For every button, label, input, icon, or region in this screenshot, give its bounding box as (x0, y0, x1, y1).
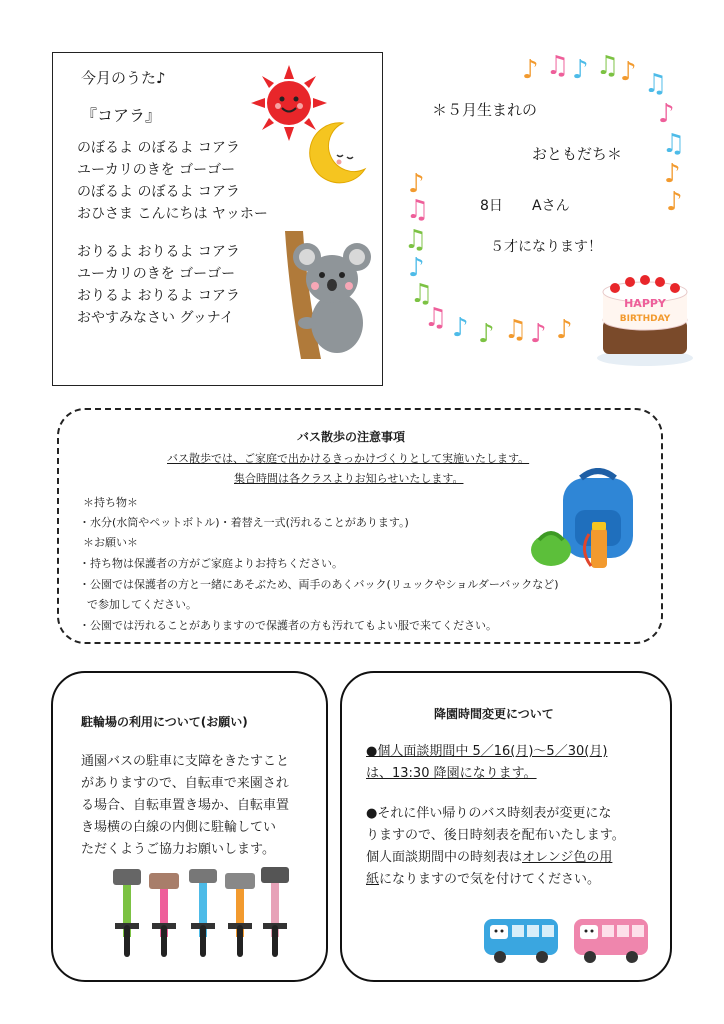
lyric-line: おりるよ おりるよ コアラ (77, 288, 240, 304)
pickup-change-box (340, 671, 672, 982)
buses-icon (482, 915, 652, 965)
requests-heading: ＊お願い＊ (83, 536, 138, 549)
bike-parking-line: ただくようご協力お願いします。 (81, 842, 275, 857)
bicycle-icon (113, 869, 141, 957)
music-note-icon: ♪ (664, 159, 681, 189)
pickup-change-title: 降園時間変更について (434, 707, 554, 721)
request-line: ・公園では保護者の方と一緒にあそぶため、両手のあくバック(リュックやショルダーバックなど) (79, 578, 559, 591)
request-line: ・公園では汚れることがありますので保護者の方も汚れてもよい服で来てください。 (79, 619, 497, 632)
music-note-icon: ♫ (644, 69, 668, 99)
music-note-icon: ♫ (404, 225, 428, 255)
lyric-line: おりるよ おりるよ コアラ (77, 244, 240, 260)
bus-icon (574, 919, 648, 963)
moon-icon (303, 119, 369, 187)
notice-intro-1: バス散歩では、ご家庭で出かけるきっかけづくりとして実施いたします。 (167, 452, 530, 465)
bike-parking-title: 駐輪場の利用について(お願い) (81, 715, 248, 729)
pickup-line: りますので、後日時刻表を配布いたします。 (366, 828, 625, 843)
music-note-icon: ♪ (620, 57, 637, 87)
pickup-line: ●それに伴い帰りのバス時刻表が変更にな (366, 806, 612, 821)
pickup-line: ●個人面談期間中 5／16(月)～5／30(月) (366, 744, 608, 759)
items-heading: ＊持ち物＊ (83, 496, 138, 509)
lyric-line: おやすみなさい グッナイ (77, 310, 234, 326)
music-note-icon: ♪ (408, 169, 425, 199)
notice-title: バス散歩の注意事項 (297, 430, 406, 444)
bicycle-icon (261, 867, 289, 957)
bike-parking-line: る場合、自転車置き場か、自転車置 (81, 798, 290, 813)
music-note-icon: ♪ (478, 319, 495, 349)
music-note-icon: ♫ (596, 51, 620, 81)
music-note-icon: ♪ (666, 187, 683, 217)
birthday-cake-icon (595, 270, 695, 368)
song-heading: 今月のうた♪ (81, 69, 166, 87)
song-title: 『コアラ』 (81, 106, 162, 125)
music-note-icon: ♫ (424, 303, 448, 333)
pickup-line (366, 869, 600, 891)
music-note-icon: ♪ (572, 55, 589, 85)
bike-parking-box (51, 671, 328, 982)
song-box (52, 52, 383, 386)
bus-icon (484, 919, 558, 963)
lyric-line: ユーカリのきを ゴーゴー (77, 266, 236, 282)
bicycle-icon (149, 873, 179, 957)
bike-parking-line: がありますので、自転車で来園され (81, 776, 289, 791)
items-text: ・水分(水筒やペットボトル)・着替え一式(汚れることがあります。) (79, 516, 409, 529)
music-note-icon: ♫ (546, 51, 570, 81)
lyric-line: ユーカリのきを ゴーゴー (77, 162, 236, 178)
bus-walk-notice (57, 408, 663, 644)
pickup-highlight: オレンジ色の用 (522, 850, 613, 865)
birthday-date: 8日 (480, 198, 503, 214)
notice-intro-2: 集合時間は各クラスよりお知らせいたします。 (234, 472, 464, 485)
bike-parking-line: き場横の白線の内側に駐輪してい (81, 820, 277, 835)
lyric-line: のぼるよ のぼるよ コアラ (77, 140, 240, 156)
birthday-name: Aさん (532, 198, 570, 214)
request-line: で参加してください。 (87, 598, 197, 611)
birthday-title-2: おともだち＊ (532, 145, 623, 163)
music-note-icon: ♫ (406, 195, 430, 225)
music-note-icon: ♪ (408, 253, 425, 283)
music-note-icon: ♪ (530, 319, 547, 349)
birthday-age: ５才になります！ (490, 239, 602, 255)
bicycle-icon (189, 869, 217, 957)
music-note-icon: ♪ (658, 99, 675, 129)
music-note-icon: ♪ (452, 313, 469, 343)
request-line: ・持ち物は保護者の方がご家庭よりお持ちください。 (79, 557, 343, 570)
pickup-line (366, 847, 612, 869)
cake-text-happy: HAPPY (624, 297, 666, 310)
koala-icon (277, 231, 377, 361)
cake-text-birthday: BIRTHDAY (619, 314, 671, 324)
pickup-line-part: 個人面談期間中の時刻表は (366, 850, 523, 865)
bicycle-icon (225, 873, 255, 957)
lyric-line: おひさま こんにちは ヤッホー (77, 206, 268, 222)
music-note-icon: ♪ (522, 55, 539, 85)
music-note-icon: ♫ (410, 279, 434, 309)
pickup-highlight: 紙 (366, 872, 380, 887)
pickup-line: は、13:30 降園になります。 (366, 766, 537, 781)
bicycles-icon (111, 865, 291, 959)
music-note-icon: ♫ (662, 129, 686, 159)
bike-parking-line: 通園バスの駐車に支障をきたすこと (81, 754, 290, 769)
music-note-icon: ♫ (504, 315, 528, 345)
birthday-title-1: ＊５月生まれの (432, 101, 538, 119)
backpack-icon (529, 468, 639, 572)
pickup-line-part: になりますので気を付けてください。 (379, 872, 601, 887)
music-note-icon: ♪ (556, 315, 573, 345)
lyric-line: のぼるよ のぼるよ コアラ (77, 184, 240, 200)
